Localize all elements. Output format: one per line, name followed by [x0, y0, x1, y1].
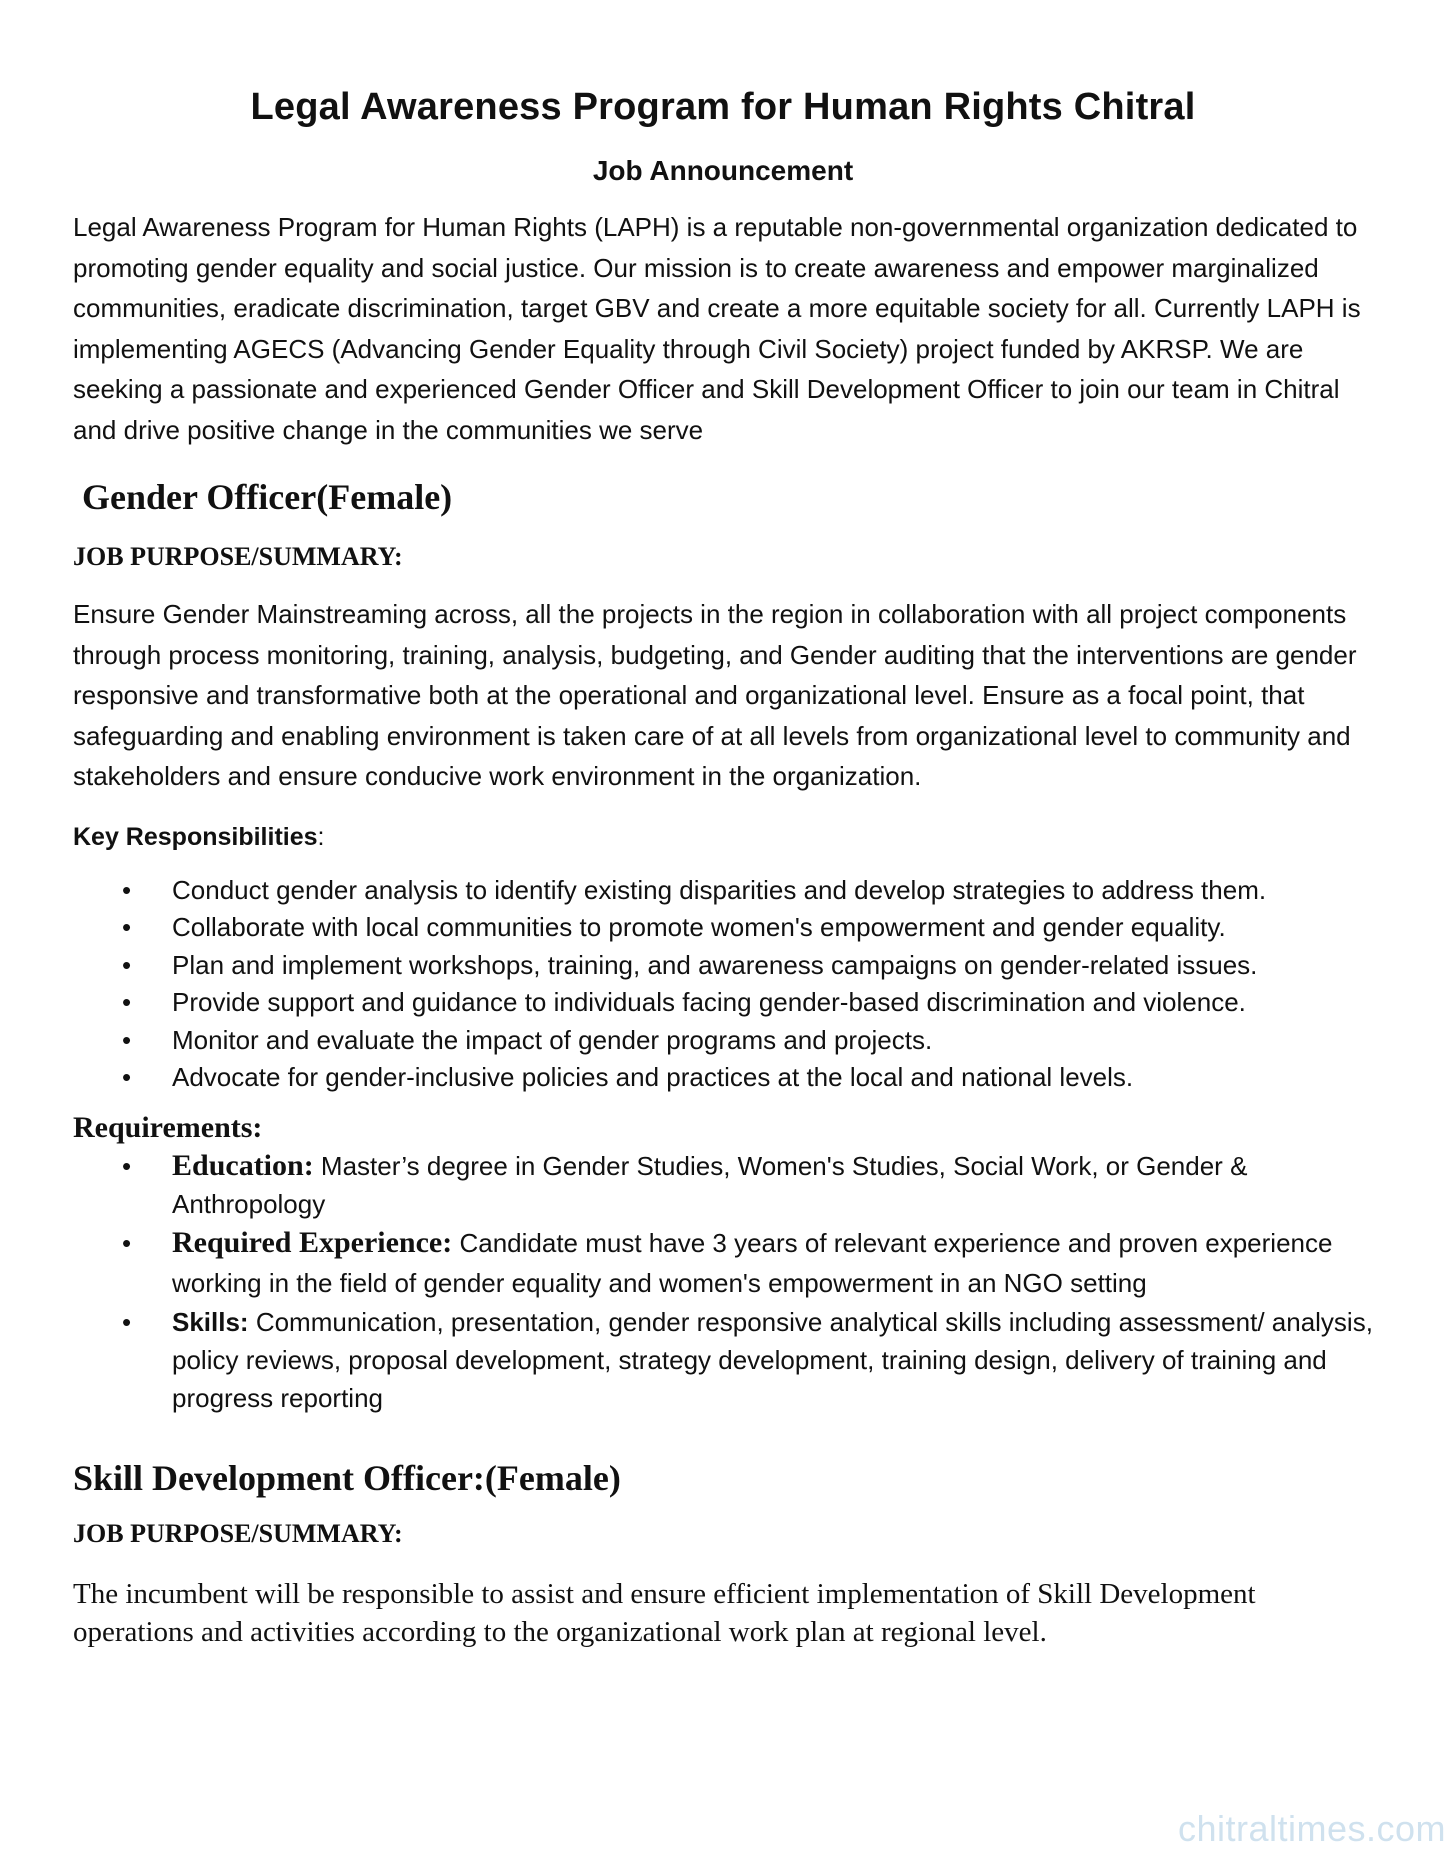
bullet-icon: •	[122, 1306, 132, 1337]
bullet-icon: •	[122, 1024, 132, 1055]
key-responsibilities-label: Key Responsibilities	[73, 822, 318, 851]
list-item-text: Provide support and guidance to individuals facing gender-based discrimination and violence.	[172, 987, 1246, 1017]
key-responsibilities-heading	[73, 823, 1373, 852]
bullet-icon: •	[122, 949, 132, 980]
bullet-icon: •	[122, 1062, 132, 1092]
requirement-label: Education:	[172, 1148, 314, 1182]
list-item	[73, 872, 1373, 910]
bullet-icon: •	[122, 1150, 132, 1181]
bullet-icon: •	[122, 912, 132, 942]
list-item-text: Conduct gender analysis to identify existing disparities and develop strategies to address them.	[172, 874, 1267, 905]
list-item-text: Collaborate with local communities to promote women's empowerment and gender equality.	[172, 912, 1226, 942]
requirements-heading: Requirements:	[73, 1110, 263, 1144]
list-item-text: Monitor and evaluate the impact of gender programs and projects.	[172, 1024, 933, 1055]
document-page	[73, 86, 1373, 1651]
bullet-icon: •	[122, 1227, 132, 1258]
gender-officer-purpose-text: Ensure Gender Mainstreaming across, all the projects in the region in collaboration with all project components through process monitoring, training, analysis, budgeting, and Gender auditing that the interventions are gender responsive and transformative both at the operational and organizational level. Ensure as a focal point, that safeguarding and enabling environment is taken care of at all levels from organizational level to community and stakeholders and ensure conducive work environment in the organization.	[73, 599, 1357, 791]
bullet-icon: •	[122, 874, 132, 905]
list-item	[73, 1022, 1373, 1060]
gender-officer-purpose-heading: JOB PURPOSE/SUMMARY:	[73, 542, 403, 571]
list-item-text: Plan and implement workshops, training, and awareness campaigns on gender-related issues.	[172, 949, 1258, 980]
key-responsibilities-colon: :	[317, 822, 325, 851]
list-item	[73, 984, 1373, 1022]
requirement-text: Communication, presentation, gender responsive analytical skills including assessment/ analysis, policy reviews, proposal development, strategy development, training design, delivery of training and progress reporting	[172, 1306, 1373, 1413]
intro-paragraph: Legal Awareness Program for Human Rights (LAPH) is a reputable non-governmental organization dedicated to promoting gender equality and social justice. Our mission is to create awareness and empower marginalized communities, eradicate discrimination, target GBV and create a more equitable society for all. Currently LAPH is implementing AGECS (Advancing Gender Equality through Civil Society) project funded by AKRSP. We are seeking a passionate and experienced Gender Officer and Skill Development Officer to join our team in Chitral and drive positive change in the communities we serve	[73, 212, 1361, 445]
requirements-list	[73, 1147, 1373, 1417]
skill-officer-purpose-text: The incumbent will be responsible to assist and ensure efficient implementation of Skill Development operations and activities according to the organizational work plan at regional level.	[73, 1577, 1256, 1648]
list-item	[73, 1059, 1373, 1097]
skill-officer-heading: Skill Development Officer:(Female)	[73, 1457, 621, 1498]
requirement-text: Master’s degree in Gender Studies, Women's Studies, Social Work, or Gender & Anthropology	[172, 1150, 1248, 1219]
document-title: Legal Awareness Program for Human Rights Chitral	[250, 86, 1196, 128]
watermark-text: chitraltimes.com	[1177, 1808, 1446, 1849]
list-item	[73, 1147, 1373, 1223]
list-item	[73, 1303, 1373, 1417]
requirement-text: Candidate must have 3 years of relevant experience and proven experience working in the field of gender equality and women's empowerment in an NGO setting	[172, 1227, 1333, 1298]
document-subtitle: Job Announcement	[592, 155, 854, 186]
requirement-label: Required Experience:	[172, 1225, 453, 1259]
gender-officer-heading: Gender Officer(Female)	[73, 477, 453, 517]
list-item	[73, 1223, 1373, 1303]
responsibilities-list	[73, 872, 1373, 1097]
list-item	[73, 947, 1373, 985]
bullet-icon: •	[122, 987, 132, 1017]
list-item	[73, 909, 1373, 947]
skill-officer-purpose-heading: JOB PURPOSE/SUMMARY:	[73, 1518, 403, 1548]
list-item-text: Advocate for gender-inclusive policies and practices at the local and national levels.	[172, 1062, 1134, 1092]
requirement-label: Skills:	[172, 1306, 249, 1337]
